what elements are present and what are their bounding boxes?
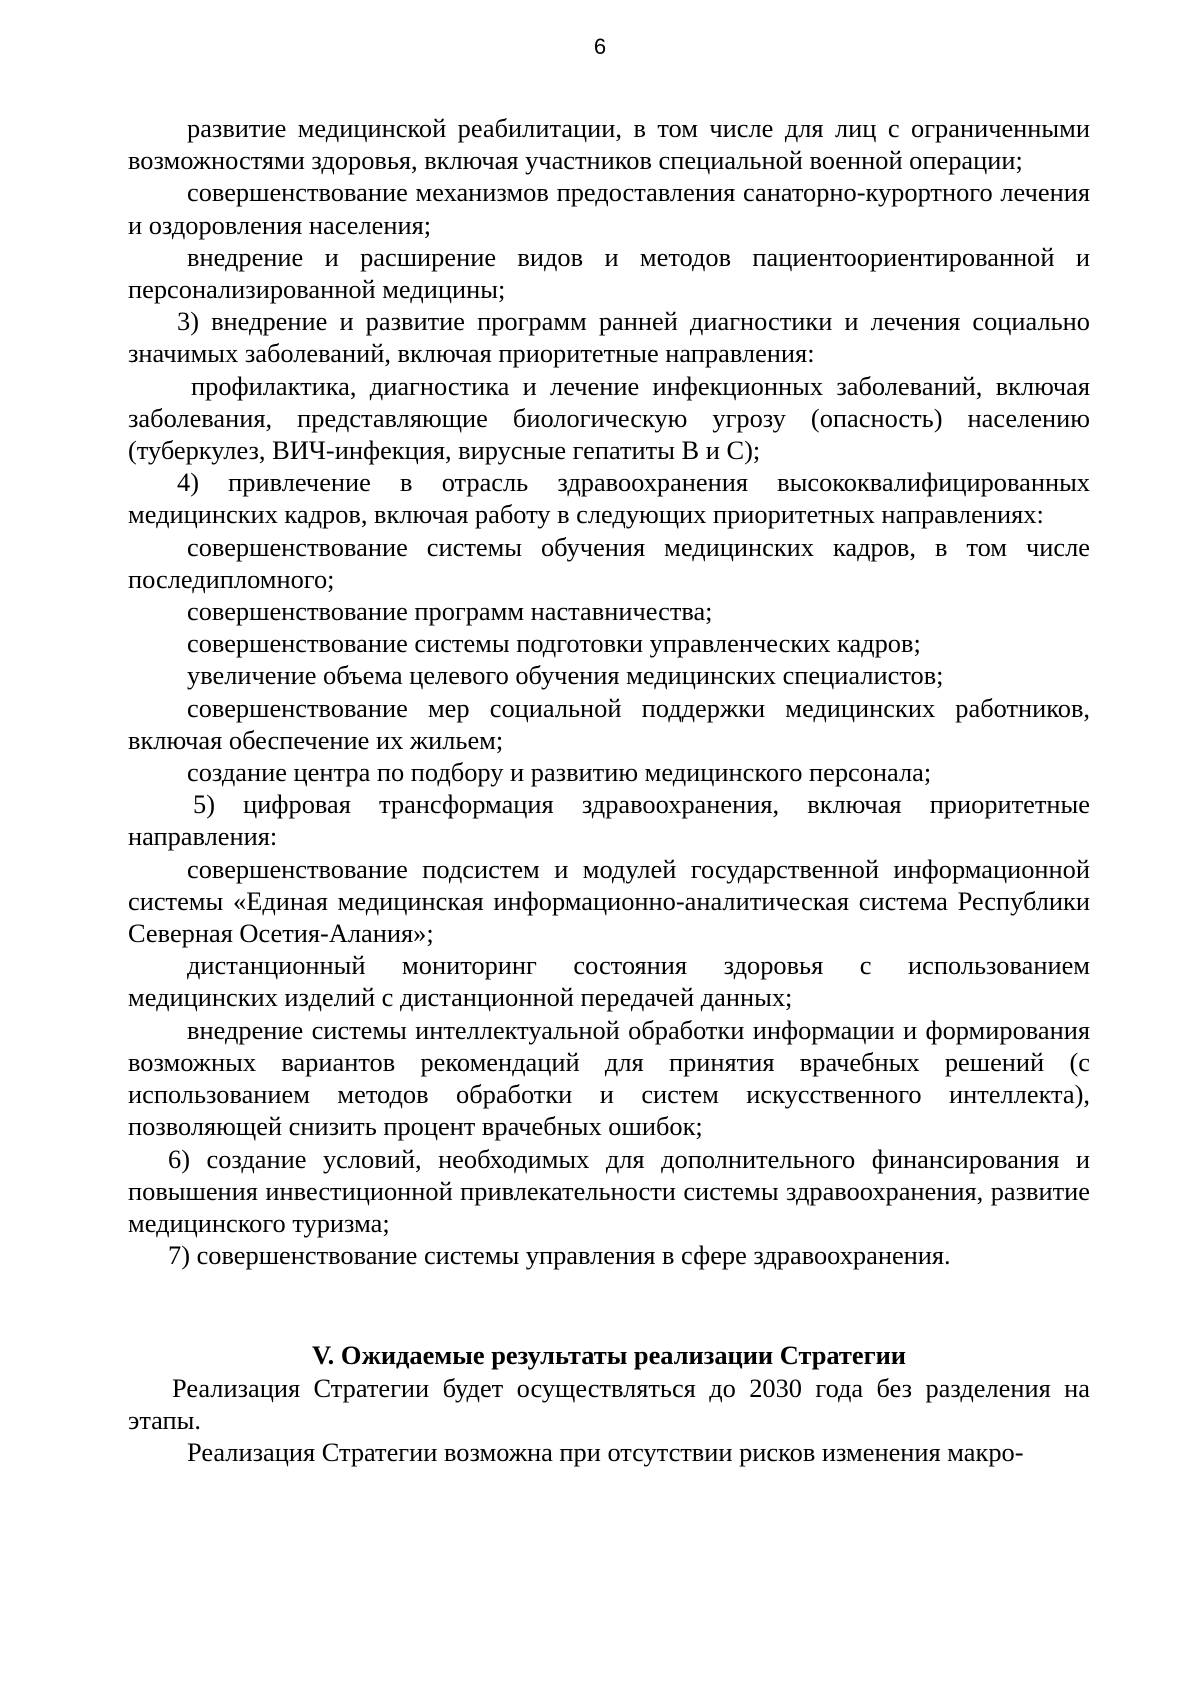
list-item-4: 4) привлечение в отрасль здравоохранения высококвалифицированных медицинских кадров, включая работу в следующих приоритетных направлениях:	[128, 467, 1090, 530]
paragraph: совершенствование системы подготовки управленческих кадров;	[187, 628, 921, 659]
paragraph: Реализация Стратегии возможна при отсутствии рисков изменения макро-	[187, 1436, 1024, 1467]
paragraph: Реализация Стратегии будет осуществляться до 2030 года без разделения на этапы.	[128, 1372, 1090, 1435]
paragraph: развитие медицинской реабилитации, в том числе для лиц с ограниченными возможностями здоровья, включая участников специальной военной операции;	[128, 113, 1090, 176]
paragraph: профилактика, диагностика и лечение инфекционных заболеваний, включая заболевания, представляющие биологическую угрозу (опасность) населению (туберкулез, ВИЧ-инфекция, вирусные гепатиты В и С);	[128, 370, 1090, 466]
paragraph: совершенствование механизмов предоставления санаторно-курортного лечения и оздоровления населения;	[128, 177, 1090, 240]
paragraph: совершенствование системы обучения медицинских кадров, в том числе последипломного;	[128, 531, 1090, 594]
list-item-7: 7) совершенствование системы управления в сфере здравоохранения.	[168, 1240, 951, 1271]
paragraph: внедрение и расширение видов и методов пациентоориентированной и персонализированной медицины;	[128, 241, 1090, 305]
list-item-3: 3) внедрение и развитие программ ранней диагностики и лечения социально значимых заболеваний, включая приоритетные направления:	[128, 306, 1090, 369]
paragraph: увеличение объема целевого обучения медицинских специалистов;	[187, 660, 944, 691]
document-body	[128, 112, 1090, 1468]
list-item-5: 5) цифровая трансформация здравоохранения, включая приоритетные направления:	[128, 789, 1090, 852]
paragraph: создание центра по подбору и развитию медицинского персонала;	[187, 757, 932, 788]
paragraph: внедрение системы интеллектуальной обработки информации и формирования возможных вариантов рекомендаций для принятия врачебных решений (с использованием методов обработки и систем искусственного интеллекта), позволяющей снизить процент врачебных ошибок;	[128, 1014, 1090, 1142]
paragraph: совершенствование мер социальной поддержки медицинских работников, включая обеспечение их жильем;	[128, 692, 1090, 755]
paragraph: дистанционный мониторинг состояния здоровья с использованием медицинских изделий с дистанционной передачей данных;	[128, 950, 1090, 1013]
paragraph: совершенствование подсистем и модулей государственной информационной системы «Единая медицинская информационно-аналитическая система Республики Северная Осетия-Алания»;	[128, 853, 1090, 949]
paragraph: совершенствование программ наставничества;	[187, 596, 713, 627]
section-heading: V. Ожидаемые результаты реализации Стратегии	[312, 1340, 906, 1371]
section-spacer	[128, 1271, 1090, 1339]
page-number: 6	[593, 34, 607, 59]
list-item-6: 6) создание условий, необходимых для дополнительного финансирования и повышения инвестиционной привлекательности системы здравоохранения, развитие медицинского туризма;	[128, 1143, 1090, 1238]
